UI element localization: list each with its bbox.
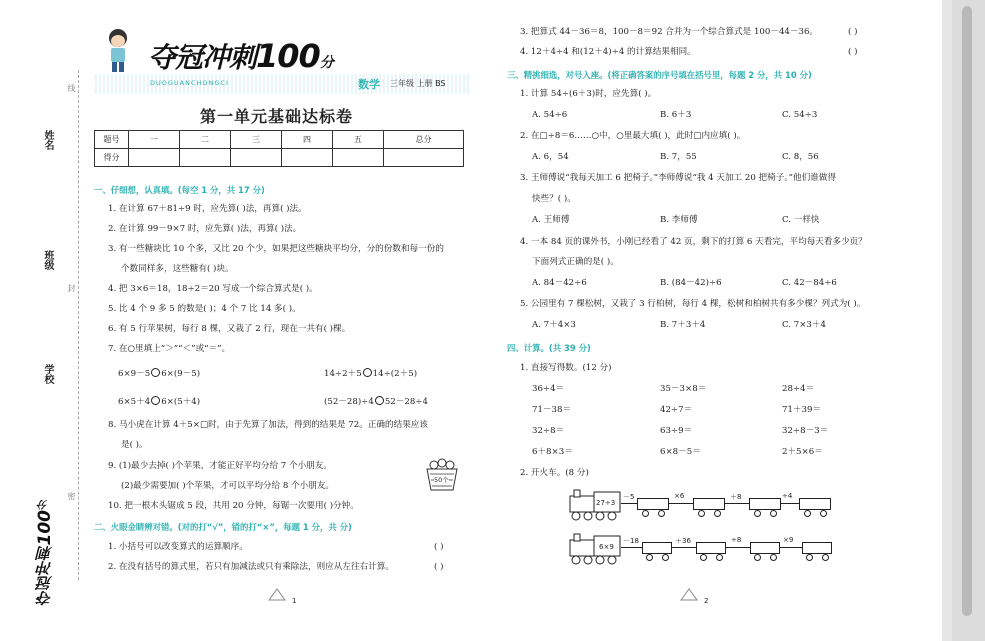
train-op: ÷4 <box>782 492 793 500</box>
option[interactable]: A. 王师傅 <box>532 215 570 225</box>
brand-main: 夺冠冲刺 <box>148 41 257 74</box>
s2-q1: 1. 小括号可以改变算式的运算顺序。 <box>108 542 248 552</box>
s1-q10: 10. 把一根木头锯成 5 段，共用 20 分钟，每锯一次要用( )分钟。 <box>108 501 359 511</box>
spine-brand-main: 夺冠冲刺 <box>36 545 54 606</box>
expr: (52－28)÷4 <box>324 397 374 407</box>
compare-circle[interactable] <box>363 368 372 377</box>
spine-brand-num: 100 <box>35 510 55 546</box>
option[interactable]: B. 6＋3 <box>660 110 692 120</box>
score-cell: 五 <box>333 131 384 149</box>
s3-q1: 1. 计算 54÷(6＋3)时，应先算( )。 <box>520 89 657 99</box>
s3-q5: 5. 公园里有 7 棵松树，又栽了 3 行柏树，每行 4 棵，松树和柏树共有多少棵？列式为( )。 <box>520 299 866 309</box>
answer-blank[interactable]: ( ) <box>434 542 444 552</box>
s1-q9-part2: (2)最少需要加( )个苹果，才可以平均分给 8 个小朋友。 <box>121 481 335 491</box>
score-cell: 四 <box>282 131 333 149</box>
train-2 <box>566 532 836 566</box>
s1-q5: 5. 比 4 个 9 多 5 的数是( )；4 个 7 比 14 多( )。 <box>108 304 301 314</box>
train-op: ×9 <box>783 536 794 544</box>
scrollbar-thumb[interactable] <box>962 6 972 616</box>
score-cell: 三 <box>231 131 282 149</box>
s4-q2: 2. 开火车。(8 分) <box>520 468 589 478</box>
s1-q7-compare-1 <box>118 368 200 380</box>
brand-num: 100 <box>256 37 320 75</box>
calc-item[interactable]: 71－38＝ <box>532 405 572 415</box>
side-mi: 密 <box>67 492 76 500</box>
calc-item[interactable]: 42÷7＝ <box>660 405 693 415</box>
side-class-label: 班级 <box>42 250 53 270</box>
compare-circle[interactable] <box>151 396 160 405</box>
s1-q3-line1: 3. 有一些糖块比 10 个多，又比 20 个少，如果把这些糖块平均分，分的份数和每一份的 <box>108 244 444 254</box>
section-4-heading: 四、计算。(共 39 分) <box>507 343 591 353</box>
train-car-answer[interactable] <box>637 498 669 510</box>
expr: 14÷(2＋5) <box>372 369 418 379</box>
option[interactable]: B. 7＋3＋4 <box>660 320 706 330</box>
page-corner-icon <box>680 588 698 602</box>
option[interactable]: C. 8，56 <box>782 152 819 162</box>
binding-line <box>78 70 79 580</box>
score-cell: 二 <box>180 131 231 149</box>
page-title: 第一单元基础达标卷 <box>200 107 354 126</box>
brand-pinyin: DUOGUANCHONGCI <box>150 79 229 87</box>
score-input-cell[interactable] <box>384 149 464 167</box>
subject-label: 数学 <box>358 78 380 91</box>
train-op: ÷8 <box>731 536 742 544</box>
calc-item[interactable]: 28÷4＝ <box>782 384 815 394</box>
option[interactable]: B. 李师傅 <box>660 215 698 225</box>
train-car-answer[interactable] <box>802 542 832 554</box>
expr: 52－28÷4 <box>384 397 428 407</box>
page-number-1: 1 <box>292 597 297 605</box>
option[interactable]: C. 一样快 <box>782 215 820 225</box>
expr: 14÷2＋5 <box>324 369 362 379</box>
answer-blank[interactable]: ( ) <box>434 562 444 572</box>
s3-q2: 2. 在□÷8＝6……○中，○里最大填( )，此时□内应填( )。 <box>520 131 746 141</box>
answer-blank[interactable]: ( ) <box>848 27 858 37</box>
s3-q3-line1: 3. 王师傅说“我每天加工 6 把椅子。”李师傅说“我 4 天加工 20 把椅子。”他们谁做得 <box>520 173 836 183</box>
train-car-answer[interactable] <box>693 498 725 510</box>
expr: 6×(5＋4) <box>161 397 201 407</box>
score-input-cell[interactable] <box>180 149 231 167</box>
train-op: ＋36 <box>675 537 691 545</box>
calc-item[interactable]: 71＋39＝ <box>782 405 822 415</box>
s1-q4: 4. 把 3×6＝18，18÷2＝20 写成一个综合算式是( )。 <box>108 284 318 294</box>
train-car-answer[interactable] <box>799 498 831 510</box>
s2-q3: 3. 把算式 44－36＝8，100－8＝92 合并为一个综合算式是 100－44－36。 <box>520 27 819 37</box>
s4-q1: 1. 直接写得数。(12 分) <box>520 363 612 373</box>
s1-q7-compare-3 <box>118 396 200 408</box>
side-feng: 封 <box>67 284 76 292</box>
train-op: ×6 <box>674 492 685 500</box>
score-cell: 总分 <box>384 131 464 149</box>
s1-q7-compare-2 <box>324 368 417 380</box>
section-2-heading: 二、火眼金睛辨对错。(对的打“√”，错的打“×”，每题 1 分，共 分) <box>94 522 352 532</box>
page-corner-icon <box>268 588 286 602</box>
calc-item[interactable]: 32÷8＝ <box>532 426 565 436</box>
calc-item[interactable]: 36÷4＝ <box>532 384 565 394</box>
s3-q3-line2: 快些？( )。 <box>532 194 576 204</box>
answer-blank[interactable]: ( ) <box>848 47 858 57</box>
score-input-cell[interactable] <box>129 149 180 167</box>
expr: 6×5＋4 <box>118 397 151 407</box>
s1-q1: 1. 在计算 67＋81÷9 时，应先算( )法，再算( )法。 <box>108 204 307 214</box>
side-xian: 线 <box>67 84 76 92</box>
s3-q4-line2: 下面列式正确的是( )。 <box>532 257 619 267</box>
s2-q4: 4. 12＋4÷4 和(12＋4)÷4 的计算结果相同。 <box>520 47 696 57</box>
section-1-heading: 一、仔细想，认真填。(每空 1 分，共 17 分) <box>94 185 265 195</box>
s1-q6: 6. 有 5 行苹果树，每行 8 棵，又栽了 2 行，现在一共有( )棵。 <box>108 324 351 334</box>
s1-q8-line2: 是( )。 <box>121 440 148 450</box>
train-car-answer[interactable] <box>642 542 672 554</box>
s1-q7: 7. 在○里填上“＞”“＜”或“＝”。 <box>108 344 231 354</box>
score-cell: 得分 <box>95 149 129 167</box>
calc-item[interactable]: 6＋8×3＝ <box>532 447 573 457</box>
train-1 <box>566 488 836 522</box>
train-op: ＋8 <box>730 493 742 501</box>
score-input-cell[interactable] <box>231 149 282 167</box>
spine-brand-fen: 分 <box>39 500 50 510</box>
option[interactable]: A. 84－42÷6 <box>532 278 587 288</box>
train-car-answer[interactable] <box>696 542 726 554</box>
side-school-label: 学校 <box>42 364 53 384</box>
spine-brand <box>34 500 62 606</box>
score-cell: 一 <box>129 131 180 149</box>
brand-logo <box>148 36 333 76</box>
train-start: 6×9 <box>599 543 614 551</box>
option[interactable]: A. 6，54 <box>532 152 569 162</box>
s1-q2: 2. 在计算 99－9×7 时，应先算( )法，再算( )法。 <box>108 224 302 234</box>
train-op: －5 <box>623 493 635 501</box>
option[interactable]: A. 7＋4×3 <box>532 320 576 330</box>
s1-q3-line2: 个数同样多，这些糖有( )块。 <box>121 264 234 274</box>
score-table-header-row <box>95 131 464 149</box>
score-input-cell[interactable] <box>282 149 333 167</box>
calc-item[interactable]: 35－3×8＝ <box>660 384 707 394</box>
train-car-answer[interactable] <box>749 498 781 510</box>
vertical-scrollbar[interactable] <box>952 0 985 641</box>
side-name-label: 姓名 <box>42 130 53 150</box>
calc-item[interactable]: 32÷8－3＝ <box>782 426 829 436</box>
expr: 6×(9－5) <box>161 369 201 379</box>
train-op: －18 <box>623 537 639 545</box>
s1-q8-line1: 8. 马小虎在计算 4＋5×□时，由于先算了加法，得到的结果是 72。正确的结果应该 <box>108 420 428 430</box>
s3-q4-line1: 4. 一本 84 页的课外书，小刚已经看了 42 页，剩下的打算 6 天看完，平均每天看多少页？ <box>520 237 867 247</box>
s1-q7-compare-4 <box>324 396 428 408</box>
option[interactable]: B. 7，55 <box>660 152 697 162</box>
brand-fen: 分 <box>319 55 333 71</box>
option[interactable]: B. (84－42)÷6 <box>660 278 722 288</box>
score-table-score-row <box>95 149 464 167</box>
option[interactable]: C. 7×3＋4 <box>782 320 826 330</box>
option[interactable]: A. 54÷6 <box>532 110 568 120</box>
option[interactable]: C. 54÷3 <box>782 110 818 120</box>
grade-label: 三年级 上册 BS <box>390 79 446 88</box>
s2-q2: 2. 在没有括号的算式里，若只有加减法或只有乘除法，则应从左往右计算。 <box>108 562 394 572</box>
boy-mascot-icon <box>104 26 132 76</box>
page-number-2: 2 <box>704 597 709 605</box>
expr: 6×9－5 <box>118 369 151 379</box>
calc-item[interactable]: 63÷9＝ <box>660 426 693 436</box>
compare-circle[interactable] <box>151 368 160 377</box>
apple-basket-icon <box>424 456 460 492</box>
train-car-answer[interactable] <box>750 542 780 554</box>
section-3-heading: 三、精挑细选，对号入座。(将正确答案的序号填在括号里，每题 2 分，共 10 分) <box>507 70 812 80</box>
score-table <box>94 130 464 167</box>
calc-item[interactable]: 6×8－5＝ <box>660 447 701 457</box>
s1-q9-part1: 9. (1)最少去掉( )个苹果，才能正好平均分给 7 个小朋友。 <box>108 461 332 471</box>
calc-item[interactable]: 2＋5×6＝ <box>782 447 823 457</box>
score-input-cell[interactable] <box>333 149 384 167</box>
option[interactable]: C. 42－84÷6 <box>782 278 837 288</box>
compare-circle[interactable] <box>375 396 384 405</box>
train-start: 27÷3 <box>596 499 616 507</box>
basket-label: 50个 <box>434 476 449 484</box>
score-cell: 题号 <box>95 131 129 149</box>
